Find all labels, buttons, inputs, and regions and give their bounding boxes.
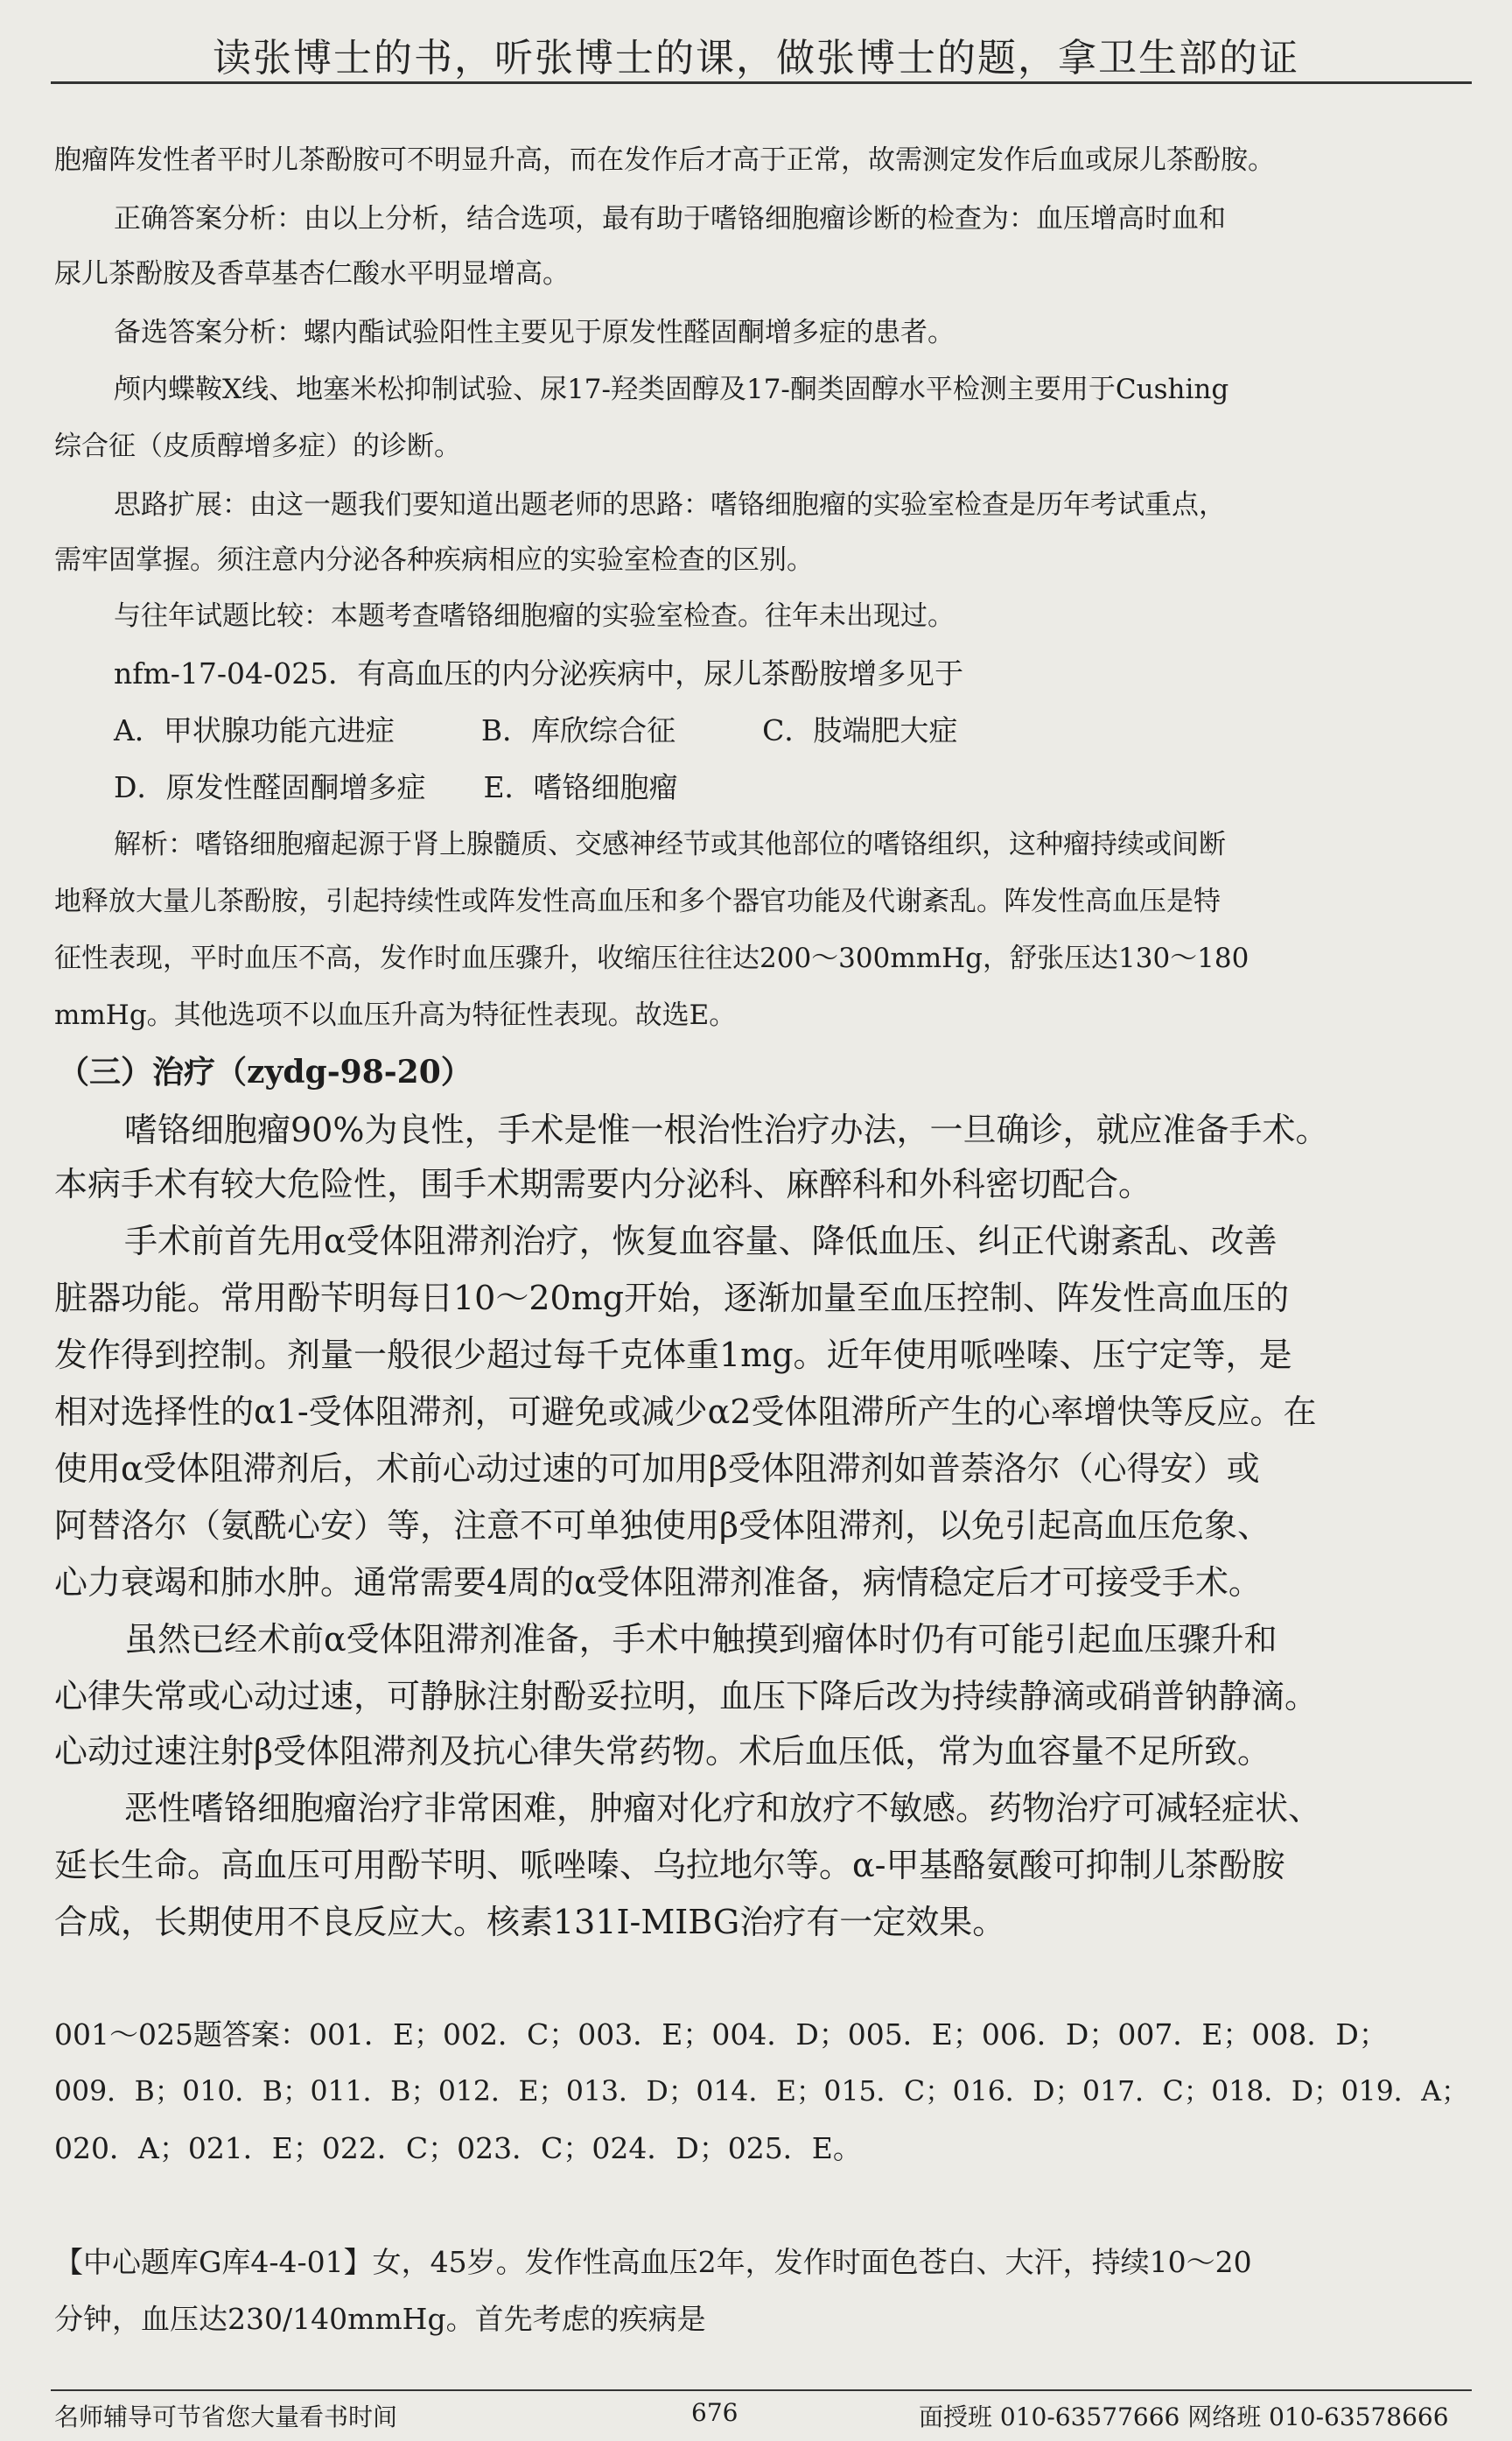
body-line: 手术前首先用α受体阻滞剂治疗，恢复血容量、降低血压、纠正代谢紊乱、改善 (124, 1222, 1278, 1260)
body-line: 发作得到控制。剂量一般很少超过每千克体重1mg。近年使用哌唑嗪、压宁定等，是 (54, 1336, 1292, 1374)
analysis-line: 思路扩展：由这一题我们要知道出题老师的思路：嗜铬细胞瘤的实验室检查是历年考试重点， (114, 489, 1226, 521)
answers-line: 001～025题答案：001．E；002．C；003．E；004．D；005．E；006．D；007．E；008．D； (54, 2017, 1388, 2052)
body-line: 嗜铬细胞瘤90%为良性，手术是惟一根治性治疗办法，一旦确诊，就应准备手术。 (124, 1111, 1329, 1149)
footer-contact: 面授班 010-63577666 网络班 010-63578666 (919, 2402, 1449, 2431)
explanation-line: mmHg。其他选项不以血压升高为特征性表现。故选E。 (54, 1000, 737, 1031)
analysis-line: 胞瘤阵发性者平时儿茶酚胺可不明显升高，而在发作后才高于正常，故需测定发作后血或尿儿茶酚胺。 (54, 144, 1275, 176)
section-heading: （三）治疗（zydg-98-20） (58, 1054, 472, 1091)
body-line: 合成，长期使用不良反应大。核素131I-MIBG治疗有一定效果。 (54, 1903, 1006, 1941)
body-line: 心律失常或心动过速，可静脉注射酚妥拉明，血压下降后改为持续静滴或硝普钠静滴。 (54, 1677, 1319, 1715)
analysis-line: 与往年试题比较：本题考查嗜铬细胞瘤的实验室检查。往年未出现过。 (114, 600, 955, 632)
answers-line: 009．B；010．B；011．B；012．E；013．D；014．E；015．C；016．D；017．C；018．D；019．A； (54, 2076, 1469, 2108)
body-line: 相对选择性的α1-受体阻滞剂，可避免或减少α2受体阻滞所产生的心率增快等反应。在 (54, 1392, 1317, 1431)
question-stem: nfm-17-04-025．有高血压的内分泌疾病中，尿儿茶酚胺增多见于 (114, 656, 964, 691)
body-line: 阿替洛尔（氨酰心安）等，注意不可单独使用β受体阻滞剂，以免引起高血压危象、 (54, 1506, 1270, 1545)
body-line: 恶性嗜铬细胞瘤治疗非常困难，肿瘤对化疗和放疗不敏感。药物治疗可减轻症状、 (124, 1789, 1322, 1827)
analysis-line: 颅内蝶鞍X线、地塞米松抑制试验、尿17-羟类固醇及17-酮类固醇水平检测主要用于Cushing (114, 374, 1229, 405)
explanation-line: 地释放大量儿茶酚胺，引起持续性或阵发性高血压和多个器官功能及代谢紊乱。阵发性高血压是特 (54, 886, 1221, 917)
page-header-title: 读张博士的书，听张博士的课，做张博士的题，拿卫生部的证 (213, 36, 1299, 81)
analysis-line: 备选答案分析：螺内酯试验阳性主要见于原发性醛固酮增多症的患者。 (114, 317, 955, 348)
next-question-line: 分钟，血压达230/140mmHg。首先考虑的疾病是 (54, 2302, 706, 2336)
analysis-line: 正确答案分析：由以上分析，结合选项，最有助于嗜铬细胞瘤诊断的检查为：血压增高时血和 (114, 203, 1226, 235)
body-line: 本病手术有较大危险性，围手术期需要内分泌科、麻醉科和外科密切配合。 (54, 1165, 1152, 1203)
body-line: 延长生命。高血压可用酚苄明、哌唑嗪、乌拉地尔等。α-甲基酪氨酸可抑制儿茶酚胺 (54, 1846, 1285, 1884)
body-line: 脏器功能。常用酚苄明每日10～20mg开始，逐渐加量至血压控制、阵发性高血压的 (54, 1279, 1290, 1317)
body-line: 虽然已经术前α受体阻滞剂准备，手术中触摸到瘤体时仍有可能引起血压骤升和 (124, 1620, 1278, 1659)
body-line: 使用α受体阻滞剂后，术前心动过速的可加用β受体阻滞剂如普萘洛尔（心得安）或 (54, 1449, 1260, 1488)
footer-slogan: 名师辅导可节省您大量看书时间 (54, 2402, 398, 2431)
question-options-row: D．原发性醛固酮增多症 E．嗜铬细胞瘤 (114, 770, 678, 804)
question-options-row: A．甲状腺功能亢进症 B．库欣综合征 C．肢端肥大症 (114, 713, 958, 747)
footer-divider (51, 2389, 1472, 2391)
body-line: 心力衰竭和肺水肿。通常需要4周的α受体阻滞剂准备，病情稳定后才可接受手术。 (54, 1563, 1262, 1602)
analysis-line: 需牢固掌握。须注意内分泌各种疾病相应的实验室检查的区别。 (54, 544, 814, 576)
explanation-line: 征性表现，平时血压不高，发作时血压骤升，收缩压往往达200～300mmHg，舒张压达130～180 (54, 943, 1250, 974)
answers-line: 020．A；021．E；022．C；023．C；024．D；025．E。 (54, 2131, 862, 2165)
page-number: 676 (691, 2398, 738, 2427)
analysis-line: 综合征（皮质醇增多症）的诊断。 (54, 431, 461, 462)
next-question-line: 【中心题库G库4-4-01】女，45岁。发作性高血压2年，发作时面色苍白、大汗，持续10～20 (54, 2245, 1252, 2279)
header-divider (51, 81, 1472, 84)
body-line: 心动过速注射β受体阻滞剂及抗心律失常药物。术后血压低，常为血容量不足所致。 (54, 1732, 1270, 1771)
analysis-line: 尿儿茶酚胺及香草基杏仁酸水平明显增高。 (54, 258, 570, 290)
explanation-line: 解析：嗜铬细胞瘤起源于肾上腺髓质、交感神经节或其他部位的嗜铬组织，这种瘤持续或间断 (114, 829, 1226, 860)
